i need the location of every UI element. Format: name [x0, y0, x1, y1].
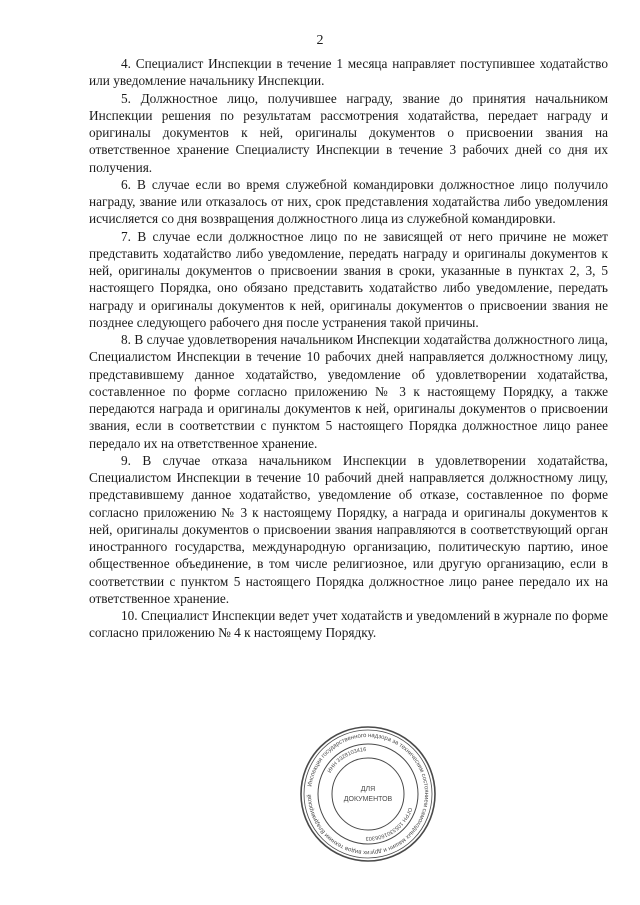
- document-body: [89, 55, 608, 642]
- seal-center-line-1: ДЛЯ: [360, 786, 376, 793]
- seal-ring-text: Инспекция государственного надзора за техническим состоянием самоходных машин и других видов техники Владимирской: [306, 732, 430, 856]
- seal-center-line-2: ДОКУМЕНТОВ: [343, 796, 393, 803]
- paragraph-7: 7. В случае если должностное лицо по не зависящей от него причине не может представить ходатайство либо уведомление, передать награду и оригиналы документов к ней, оригиналы документов о присвоении звания в сроки, указанные в пунктах 2, 3, 5 настоящего Порядка, оно обязано представить ходатайство либо уведомление, передать награду и оригиналы документов к ней, оригиналы документов о присвоении звания не позднее следующего рабочего дня после устранения такой причины.: [89, 228, 608, 330]
- paragraph-4: 4. Специалист Инспекции в течение 1 месяца направляет поступившее ходатайство или уведомление начальнику Инспекции.: [89, 56, 608, 89]
- paragraph-9: 9. В случае отказа начальником Инспекции в удовлетворении ходатайства, Специалистом Инспекции в течение 10 рабочий дней направляется должностному лицу, представившему данное ходатайство, уведомление об отказе, составленное по форме согласно приложению № 3 к настоящему Порядку, а награда и оригиналы документов к ней, оригиналы документов о присвоении звания направляются в соответствующий орган иностранного государства, международную организацию, политическую партию, иное общественное объединение, в том числе религиозное, или другую организацию, если в соответствии с пунктом 5 настоящего Порядка должностное лицо ранее передало их на ответственное хранение.: [89, 452, 608, 606]
- page-number: 2: [316, 33, 324, 48]
- paragraph-8: 8. В случае удовлетворения начальником Инспекции ходатайства должностного лица, Специалистом Инспекции в течение 10 рабочих дней направляется должностному лицу, представившему данное ходатайство, уведомление об удовлетворении ходатайства, составленное по форме согласно приложению № 3 к настоящему Порядку, а также передаются награда и оригиналы документов к ней, оригиналы документов о присвоении звания, если в соответствии с пунктом 5 настоящего Порядка должностное лицо ранее передало их на ответственное хранение.: [89, 332, 608, 451]
- paragraph-6: 6. В случае если во время служебной командировки должностное лицо получило награду, звание или отказалось от них, срок представления ходатайства либо уведомления исчисляется со дня возвращения должностного лица из служебной командировки.: [89, 176, 608, 227]
- paragraph-5: 5. Должностное лицо, получившее награду, звание до принятия начальником Инспекции решения по результатам рассмотрения ходатайства, передает награду и оригиналы документов к ней, оригиналы документов о присвоении звания на ответственное хранение Специалисту Инспекции в течение 3 рабочих дней со дня их получения.: [89, 90, 608, 175]
- paragraph-10: 10. Специалист Инспекции ведет учет ходатайств и уведомлений в журнале по форме согласно приложению № 4 к настоящему Порядку.: [89, 608, 608, 641]
- seal-ogrn-text: ОГРН 1053301606303: [365, 806, 413, 842]
- seal-inn-text: ИНН 3328103416: [326, 747, 367, 775]
- organization-seal: [298, 724, 438, 864]
